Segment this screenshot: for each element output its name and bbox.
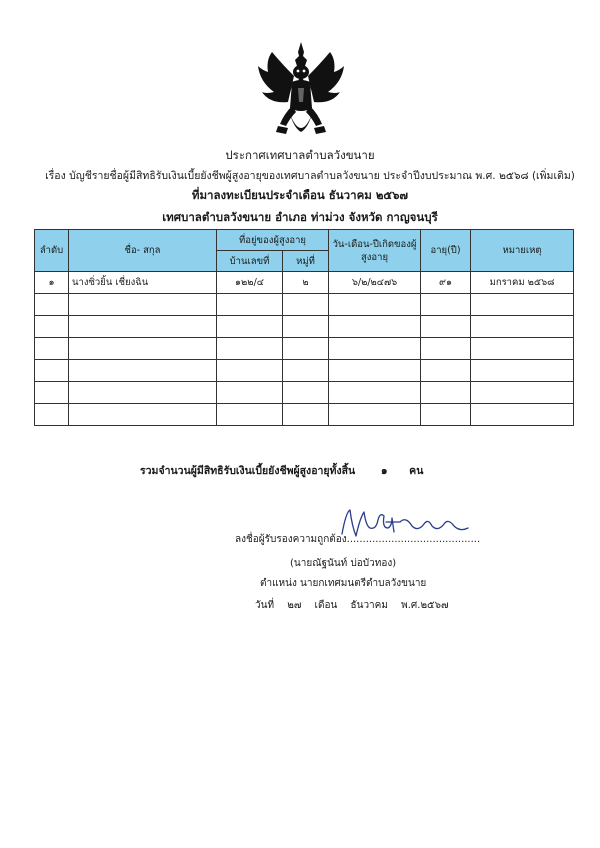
cell-no [35,382,69,404]
cell-moo [283,404,329,426]
cell-note [471,316,574,338]
col-name-header: ชื่อ- สกุล [69,230,217,272]
cell-age [421,338,471,360]
date-month: ธันวาคม [350,600,388,611]
cell-name [69,360,217,382]
cell-house [217,316,283,338]
subject-line: เรื่อง บัญชีรายชื่อผู้มีสิทธิรับเงินเบี้ยยังชีพผู้สูงอายุของเทศบาลตำบลวังขนาย ประจำปีงบประมาณ พ.ศ. ๒๕๖๘ (เพิ่มเติม) [45,170,575,182]
cell-note: มกราคม ๒๕๖๘ [471,272,574,294]
summary-unit: คน [409,465,424,477]
cell-moo [283,294,329,316]
cell-dob [329,294,421,316]
summary-label: รวมจำนวนผู้มีสิทธิรับเงินเบี้ยยังชีพผู้สูงอายุทั้งสิ้น [140,465,356,477]
cell-note [471,360,574,382]
table-row [35,272,574,294]
cell-no [35,360,69,382]
page-title: ประกาศเทศบาลตำบลวังขนาย [225,148,375,162]
cell-dob: ๖/๒/๒๔๗๖ [329,272,421,294]
cell-no [35,316,69,338]
cell-no [35,338,69,360]
cell-house [217,360,283,382]
cell-name [69,338,217,360]
cell-dob [329,382,421,404]
cell-age [421,316,471,338]
col-note-header: หมายเหตุ [471,230,574,272]
office-line: เทศบาลตำบลวังขนาย อำเภอ ท่าม่วง จังหวัด กาญจนบุรี [162,210,438,224]
total-summary [140,462,423,479]
cell-no [35,294,69,316]
cell-house [217,338,283,360]
col-address-header: ที่อยู่ของผู้สูงอายุ [217,230,329,251]
col-moo-header: หมู่ที่ [283,251,329,272]
cell-note [471,294,574,316]
table-row [35,294,574,316]
sign-date [255,598,448,613]
cell-house [217,382,283,404]
table-row [35,338,574,360]
cell-age: ๙๑ [421,272,471,294]
col-no-header: ลำดับ [35,230,69,272]
cell-house [217,294,283,316]
col-age-header: อายุ(ปี) [421,230,471,272]
cell-dob [329,360,421,382]
cell-name [69,294,217,316]
cell-dob [329,338,421,360]
cell-age [421,294,471,316]
signer-name: (นายณัฐนันท์ บ่อบัวทอง) [290,558,397,569]
cell-moo: ๒ [283,272,329,294]
date-day: ๒๗ [287,600,302,611]
registration-month: ที่มาลงทะเบียนประจำเดือน ธันวาคม ๒๕๖๗ [191,188,409,202]
beneficiary-table [34,229,574,426]
cell-moo [283,316,329,338]
cell-name [69,404,217,426]
cell-house: ๑๒๒/๔ [217,272,283,294]
garuda-emblem-icon [258,42,344,142]
cell-note [471,382,574,404]
cell-house [217,404,283,426]
cell-note [471,404,574,426]
table-row [35,382,574,404]
cell-moo [283,338,329,360]
cell-note [471,338,574,360]
date-prefix: วันที่ [255,600,275,611]
cell-dob [329,404,421,426]
cell-name: นางซิ่วยิ้น เชี่ยงฉิน [69,272,217,294]
col-dob-header: วัน-เดือน-ปีเกิดของผู้สูงอายุ [329,230,421,272]
cell-moo [283,360,329,382]
cell-no [35,404,69,426]
cell-dob [329,316,421,338]
cell-no: ๑ [35,272,69,294]
certify-line: ลงชื่อผู้รับรองความถูกต้อง.......................................... [235,534,481,545]
cell-name [69,382,217,404]
cell-age [421,382,471,404]
cell-name [69,316,217,338]
cell-moo [283,382,329,404]
date-year: พ.ศ.๒๕๖๗ [401,600,449,611]
table-row [35,316,574,338]
date-month-prefix: เดือน [314,600,338,611]
cell-age [421,360,471,382]
cell-age [421,404,471,426]
signer-position: ตำแหน่ง นายกเทศมนตรีตำบลวังขนาย [260,578,427,589]
col-house-header: บ้านเลขที่ [217,251,283,272]
summary-count: ๑ [380,465,388,477]
table-row [35,404,574,426]
handwritten-signature-icon [336,506,476,542]
table-row [35,360,574,382]
table-header-row [35,230,574,251]
